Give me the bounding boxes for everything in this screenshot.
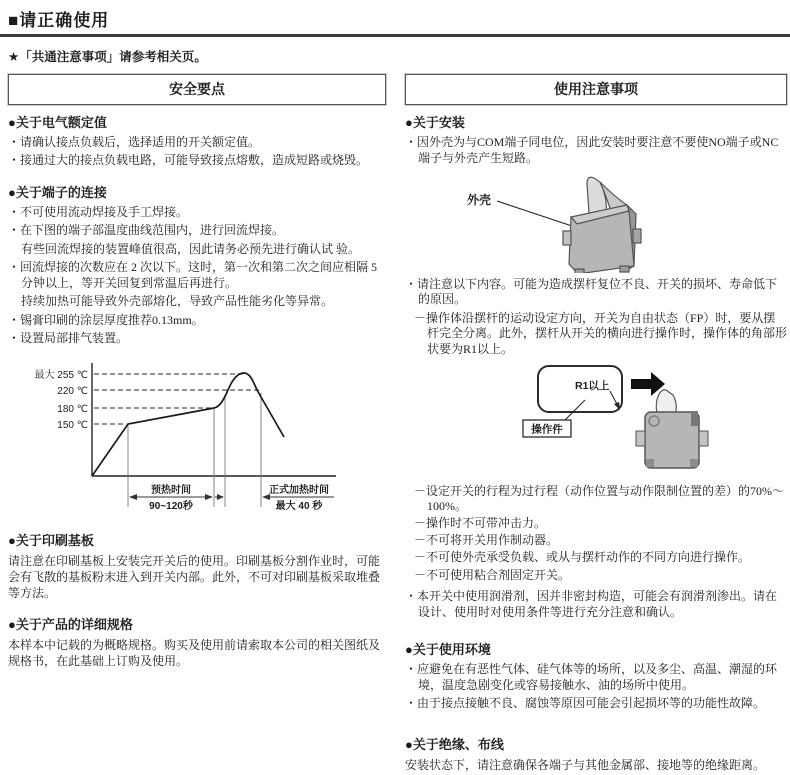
reference-note: ★「共通注意事项」请参考相关页。 [8, 50, 207, 64]
bullet-continuation: 持续加热可能导致外壳部熔化，导致产品性能劣化等异常。 [21, 294, 334, 309]
mainheat-duration: 最大 40 秒 [275, 500, 323, 512]
bullet-line: ・请注意以下内容。可能为造成摆杆复位不良、开关的损坏、寿命低下的原因。 [405, 276, 778, 307]
heading-terminal-connection: ●关于端子的连接 [8, 185, 107, 201]
bullet-line: ・应避免在有恶性气体、硅气体等的场所，以及多尘、高温、潮湿的环境，温度急剧变化或容易接触水、油的场所中使用。 [405, 661, 778, 692]
arrowhead-right-icon [205, 494, 213, 500]
preheat-label: 预热时间 [151, 484, 191, 496]
heading-insulation: ●关于绝缘、布线 [405, 736, 504, 752]
sub-bullet-line: －操作体沿摆杆的运动设定方向，开关为自由状态（FP）时，要从摆杆完全分离。此外，摆杆从开关的横向进行操作时，操作体的角部形状要为R1以上。 [414, 310, 788, 356]
housing-figure-svg [405, 171, 785, 273]
bullet-line: ・设置局部排气装置。 [8, 330, 129, 345]
bullet-line: ・回流焊接的次数应在 2 次以下。这时，第一次和第二次之间应相隔 5分钟以上，等开关回复到常温后再进行。 [8, 260, 378, 290]
arrowhead-left-icon [129, 494, 137, 500]
heading-environment: ●关于使用环境 [405, 641, 491, 657]
sub-bullet-line: －不可将开关用作制动器。 [414, 533, 559, 548]
preheat-duration: 90~120秒 [149, 500, 193, 512]
detector-switch-3d-icon [563, 177, 641, 273]
precautions-box-title: 使用注意事项 [405, 74, 787, 105]
sub-bullet-line: －设定开关的行程为过行程（动作位置与动作限制位置的差）的70%～100%。 [414, 483, 784, 514]
mainheat-label: 正式加热时间 [269, 484, 329, 496]
operator-figure-svg [405, 362, 785, 480]
heading-detail-spec: ●关于产品的详细规格 [8, 617, 133, 633]
paragraph: 请注意在印刷基板上安装完开关后的使用。印刷基板分割作业时，可能会有飞散的基板粉末进入到开关内部。此外，不可对印刷基板采取堆叠等方法。 [8, 553, 381, 600]
bullet-line: ・在下图的端子部温度曲线范围内，进行回流焊接。 [8, 223, 285, 238]
operator-figure [405, 362, 787, 480]
bullet-line: ・锡膏印刷的涂层厚度推荐0.13mm。 [8, 312, 204, 327]
bullet-line: ・请确认接点负载后，选择适用的开关额定值。 [8, 135, 261, 149]
heading-electrical-rating: ●关于电气额定值 [8, 115, 107, 130]
housing-figure [405, 171, 787, 273]
page-title: ■请正确使用 [8, 11, 110, 30]
reflow-profile-chart [22, 357, 386, 517]
bullet-line: ・本开关中使用润滑剂，因并非密封构造，可能会有润滑剂渗出。请在设计、使用时对使用条件等进行充分注意和确认。 [405, 589, 778, 619]
title-rule [0, 34, 790, 37]
ref-label-220: 220 ℃ [57, 385, 88, 397]
column-precautions [405, 74, 787, 775]
sub-bullet-line: －不可使外壳承受负载、或从与摆杆动作的不同方向进行操作。 [414, 550, 751, 565]
housing-label: 外壳 [467, 192, 492, 207]
detector-switch-top-view-icon [636, 389, 708, 467]
paragraph: 安装状态下，请注意确保各端子与其他金属部、接地等的绝缘距离。 [405, 757, 766, 772]
two-column-layout [8, 74, 788, 775]
ref-label-150: 150 ℃ [57, 419, 88, 431]
sub-bullet-line: －不可使用粘合剂固定开关。 [414, 567, 571, 582]
bullet-line: ・不可使用流动焊接及手工焊接。 [8, 205, 189, 220]
bullet-line: ・因外壳为与COM端子同电位，因此安装时要注意不要使NO端子或NC端子与外壳产生短路。 [405, 135, 779, 165]
ref-label-180: 180 ℃ [57, 403, 88, 415]
bullet-line: ・接通过大的接点负载电路，可能导致接点熔敷，造成短路或烧毁。 [8, 153, 369, 168]
paragraph: 本样本中记载的为概略规格。购买及使用前请索取本公司的相关图纸及规格书，在此基础上订购及使用。 [8, 638, 381, 669]
column-safety [8, 74, 386, 671]
leader-line [497, 201, 575, 227]
heading-pcb: ●关于印刷基板 [8, 532, 94, 548]
bullet-continuation: 有些回流焊接的装置峰值很高，因此请务必预先进行确认试 验。 [21, 241, 361, 256]
safety-box-title: 安全要点 [8, 74, 386, 105]
ref-label-255: 最大 255 ℃ [34, 369, 88, 381]
reflow-profile-chart-svg [22, 357, 352, 517]
heading-mounting: ●关于安装 [405, 115, 465, 130]
operator-label: 操作件 [531, 423, 563, 436]
arrowhead-right-icon [217, 494, 224, 500]
bullet-line: ・由于接点接触不良、腐蚀等原因可能会引起损坏等的功能性故障。 [405, 695, 766, 710]
sub-bullet-line: －操作时不可带冲击力。 [414, 516, 547, 531]
r1-label: R1以上 [575, 379, 610, 392]
